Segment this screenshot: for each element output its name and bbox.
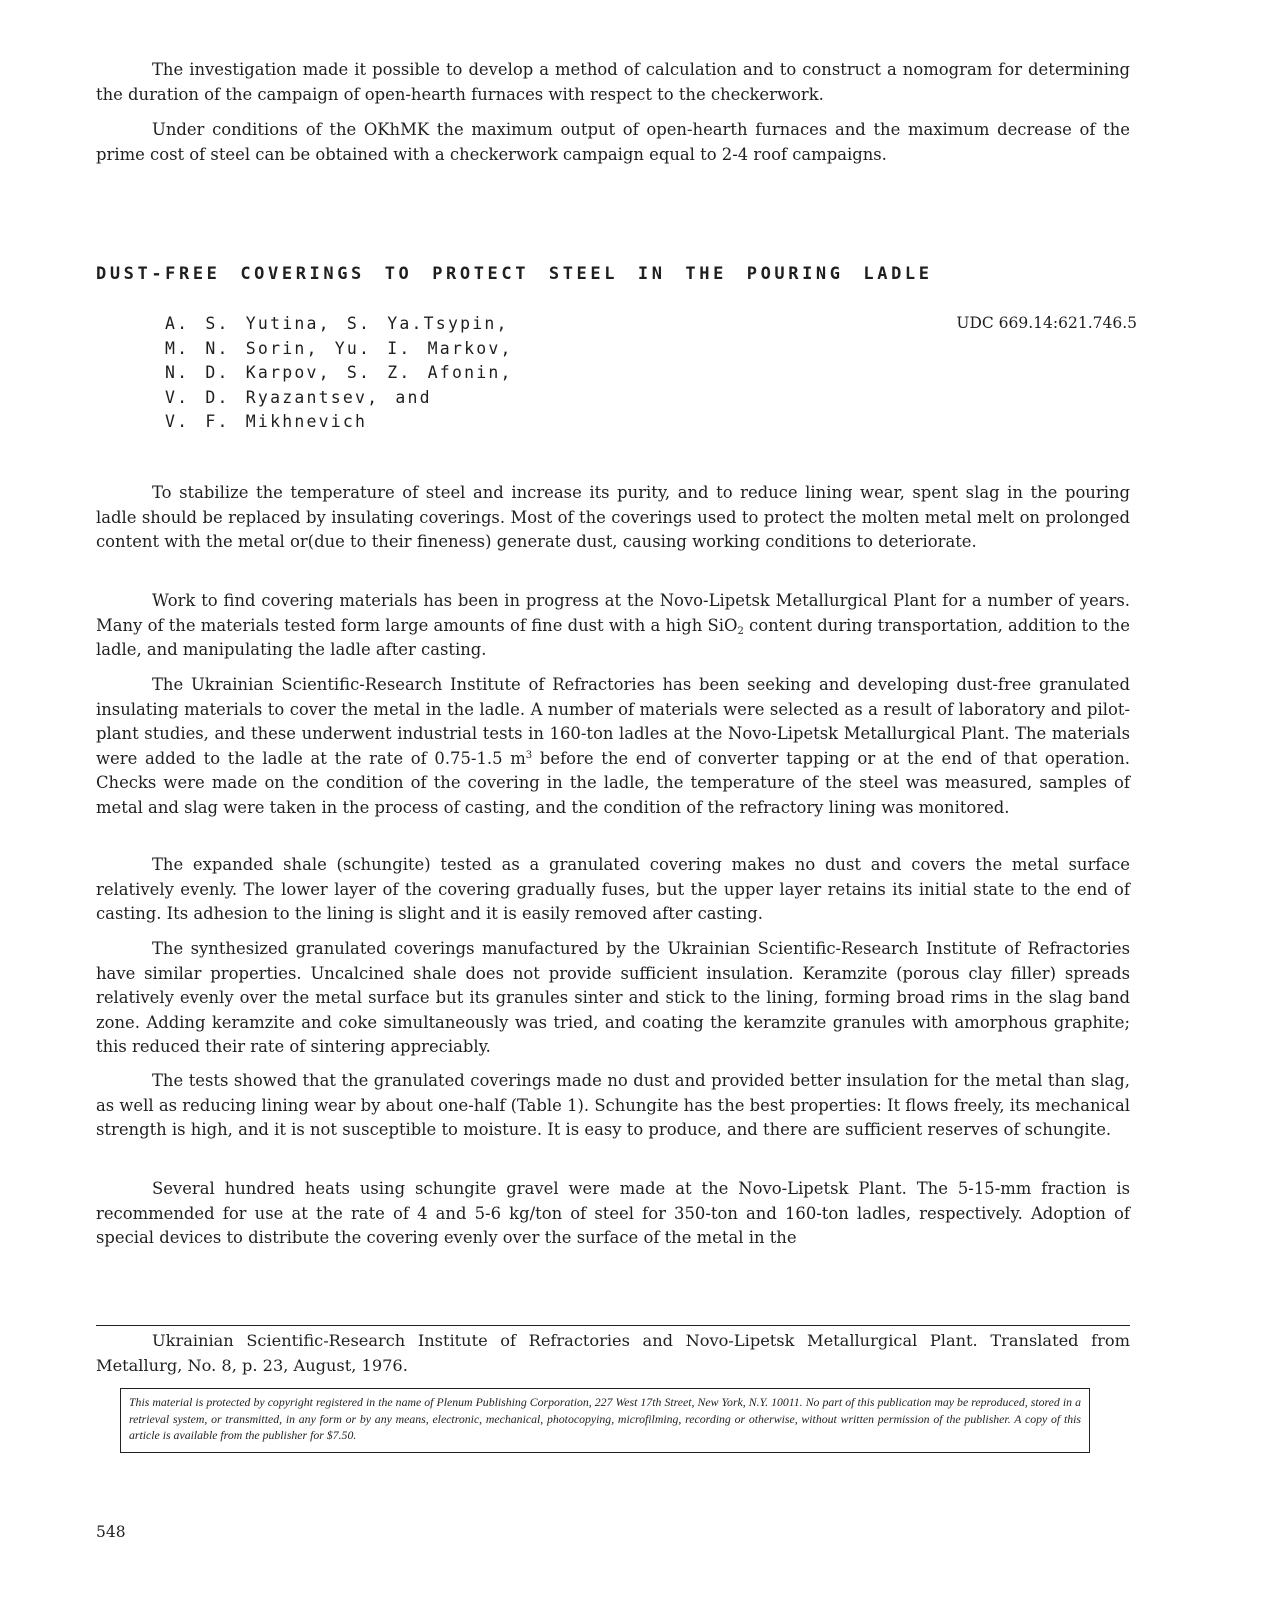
copyright-notice: This material is protected by copyright registered in the name of Plenum Publishing Corporation, 227 West 17th Street, New York, N.Y. 10011. No part of this publication may be reproduced, stored in a retrieval system, or transmitted, in any form or by any means, electronic, mechanical, photocopying, microfilming, recording or otherwise, without written permission of the publisher. A copy of this article is available from the publisher for $7.50. — [120, 1388, 1090, 1453]
body-paragraph-2 — [96, 589, 1130, 663]
intro-paragraph-2: Under conditions of the OKhMK the maximum output of open-hearth furnaces and the maximum decrease of the prime cost of steel can be obtained with a checkerwork campaign equal to 2-4 roof campaigns. — [96, 120, 1130, 164]
body-paragraph-5: The synthesized granulated coverings manufactured by the Ukrainian Scientific-Research Institute of Refractories have similar properties. Uncalcined shale does not provide sufficient insulation. Keramzite (porous clay filler) spreads relatively evenly over the metal surface but its granules sinter and stick to the lining, forming broad rims in the slag band zone. Adding keramzite and coke simultaneously was tried, and coating the keramzite granules with amorphous graphite; this reduced their rate of sintering appreciably. — [96, 939, 1130, 1056]
author-line: N. D. Karpov, S. Z. Afonin, — [165, 363, 513, 382]
author-line: A. S. Yutina, S. Ya.Tsypin, — [165, 314, 509, 333]
paragraph-text: The Ukrainian Scientific-Research Institute of Refractories has been seeking and developing dust-free granulated insulating materials to cover the metal in the ladle. A number of materials were selected as a result of laboratory and pilot-plant studies, and these underwent industrial tests in 160-ton ladles at the Novo-Lipetsk Metallurgical Plant. The materials were added to the ladle at the rate of 0.75-1.5 m — [96, 675, 1130, 768]
author-line: V. F. Mikhnevich — [165, 412, 368, 431]
body-paragraph-7: Several hundred heats using schungite gravel were made at the Novo-Lipetsk Plant. The 5-15-mm fraction is recommended for use at the rate of 4 and 5-6 kg/ton of steel for 350-ton and 160-ton ladles, respectively. Adoption of special devices to distribute the covering evenly over the surface of the metal in the — [96, 1179, 1130, 1247]
paragraph-text: Work to find covering materials has been in progress at the Novo-Lipetsk Metallurgical Plant for a number of years. Many of the materials tested form large amounts of fine dust with a high SiO — [96, 591, 1130, 635]
intro-paragraph-1: The investigation made it possible to develop a method of calculation and to construct a nomogram for determining the duration of the campaign of open-hearth furnaces with respect to the checkerwork. — [96, 60, 1130, 104]
footnote-divider — [96, 1325, 1130, 1326]
body-paragraph-6: The tests showed that the granulated coverings made no dust and provided better insulation for the metal than slag, as well as reducing lining wear by about one-half (Table 1). Schungite has the best properties: It flows freely, its mechanical strength is high, and it is not susceptible to moisture. It is easy to produce, and there are sufficient reserves of schungite. — [96, 1071, 1130, 1139]
paragraph-text: before the end of converter tapping or at the end of that operation. Checks were made on the condition of the covering in the ladle, the temperature of the steel was measured, samples of metal and slag were taken in the process of casting, and the condition of the refractory lining was monitored. — [96, 748, 1131, 817]
superscript: 3 — [525, 749, 533, 761]
author-line: M. N. Sorin, Yu. I. Markov, — [165, 338, 513, 358]
body-paragraph-1: To stabilize the temperature of steel and increase its purity, and to reduce lining wear, spent slag in the pouring ladle should be replaced by insulating coverings. Most of the coverings used to protect the molten metal melt on prolonged content with the metal or(due to their fineness) generate dust, causing working conditions to deteriorate. — [96, 483, 1130, 551]
udc-code: UDC 669.14:621.746.5 — [956, 314, 1137, 332]
author-list — [165, 312, 513, 435]
body-paragraph-4: The expanded shale (schungite) tested as a granulated covering makes no dust and covers the metal surface relatively evenly. The lower layer of the covering gradually fuses, but the upper layer retains its initial state to the end of casting. Its adhesion to the lining is slight and it is easily removed after casting. — [96, 855, 1130, 923]
subscript: 2 — [737, 625, 744, 637]
paragraph-text: content during transportation, addition to the ladle, and manipulating the ladle after casting. — [96, 615, 1131, 659]
affiliation-footnote: Ukrainian Scientific-Research Institute of Refractories and Novo-Lipetsk Metallurgical Plant. Translated from Metallurg, No. 8, p. 23, August, 1976. — [96, 1331, 1130, 1375]
page-number: 548 — [96, 1523, 126, 1541]
article-title: DUST-FREE COVERINGS TO PROTECT STEEL IN THE POURING LADLE — [96, 264, 933, 284]
body-paragraph-3 — [96, 673, 1130, 820]
author-line: V. D. Ryazantsev, and — [165, 387, 432, 407]
